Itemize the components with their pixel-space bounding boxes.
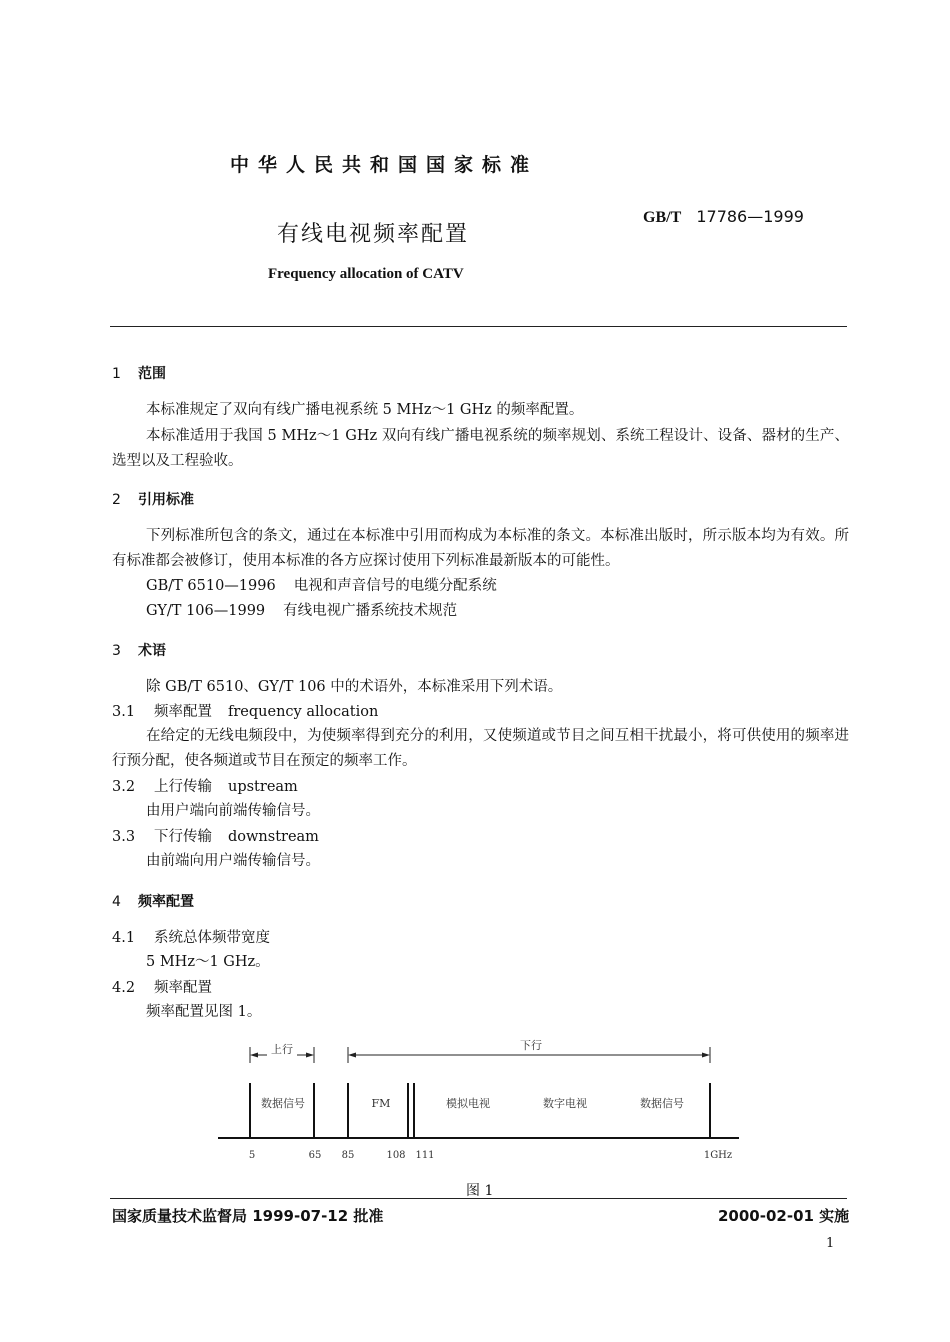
page-number: 1 [826, 1236, 835, 1251]
section-3-heading [112, 640, 166, 660]
downstream-arrow-right [702, 1053, 710, 1058]
figure-caption: 图 1 [466, 1183, 494, 1199]
section-1-para-2: 本标准适用于我国 5 MHz～1 GHz 双向有线广播电视系统的频率规划、系统工程设计、设备、器材的生产、选型以及工程验收。 [112, 428, 849, 469]
document-title-cn: 有线电视频率配置 [277, 222, 470, 247]
clause-4-1-title: 系统总体频带宽度 [154, 930, 270, 946]
tick-85: 85 [341, 1150, 355, 1161]
term-3-3 [112, 825, 319, 846]
standard-code-prefix: GB/T [643, 209, 682, 226]
upstream-arrow-left [250, 1053, 258, 1058]
footer-divider [110, 1198, 847, 1199]
upstream-label: 上行 [271, 1043, 293, 1056]
reference-1 [146, 574, 497, 599]
term-3-3-number: 3.3 [112, 829, 136, 845]
tick-1ghz: 1GHz [703, 1150, 733, 1161]
band-fm: FM [371, 1097, 391, 1110]
band-downstream-data: 数据信号 [640, 1097, 684, 1110]
term-3-2-cn: 上行传输 [154, 779, 212, 795]
reference-1-title: 电视和声音信号的电缆分配系统 [293, 578, 497, 594]
reference-2-code: GY/T 106—1999 [146, 603, 266, 619]
section-1-title: 范围 [138, 366, 166, 382]
clause-4-1-number: 4.1 [112, 930, 136, 946]
tick-108: 108 [386, 1150, 406, 1161]
downstream-label: 下行 [520, 1039, 542, 1052]
clause-4-1 [112, 926, 270, 947]
tick-65: 65 [308, 1150, 322, 1161]
clause-4-2-body: 频率配置见图 1。 [146, 1004, 262, 1020]
clause-4-1-body: 5 MHz～1 GHz。 [146, 954, 270, 970]
section-1-para-1: 本标准规定了双向有线广播电视系统 5 MHz～1 GHz 的频率配置。 [146, 402, 584, 418]
clause-4-2 [112, 976, 212, 997]
tick-111: 111 [415, 1150, 435, 1161]
reference-1-code: GB/T 6510—1996 [146, 578, 276, 594]
clause-4-2-title: 频率配置 [154, 980, 212, 996]
term-3-1-number: 3.1 [112, 704, 136, 720]
section-2-para-1: 下列标准所包含的条文，通过在本标准中引用而构成为本标准的条文。本标准出版时，所示版本均为有效。所有标准都会被修订，使用本标准的各方应探讨使用下列标准最新版本的可能性。 [112, 528, 849, 569]
upstream-arrow-right [306, 1053, 314, 1058]
reference-2-title: 有线电视广播系统技术规范 [283, 603, 458, 619]
term-3-2-definition: 由用户端向前端传输信号。 [146, 803, 320, 819]
tick-5: 5 [248, 1150, 256, 1161]
band-upstream-data: 数据信号 [261, 1097, 305, 1110]
header-divider [110, 326, 847, 327]
term-3-2 [112, 775, 298, 796]
section-3-number: 3 [112, 643, 121, 659]
standard-code [643, 207, 804, 227]
term-3-1-cn: 频率配置 [154, 704, 212, 720]
term-3-2-number: 3.2 [112, 779, 136, 795]
term-3-3-en: downstream [228, 829, 319, 845]
term-3-3-cn: 下行传输 [154, 829, 212, 845]
frequency-allocation-diagram [215, 1035, 745, 1165]
section-2-title: 引用标准 [138, 492, 194, 508]
standard-code-number: 17786—1999 [696, 207, 804, 226]
term-3-1-en: frequency allocation [228, 704, 379, 720]
section-3-title: 术语 [138, 643, 166, 659]
term-3-3-definition: 由前端向用户端传输信号。 [146, 853, 320, 869]
implementation-date: 2000-02-01 实施 [718, 1207, 850, 1225]
downstream-arrow-left [348, 1053, 356, 1058]
reference-2 [146, 599, 457, 624]
section-4-heading [112, 891, 194, 911]
approval-line: 国家质量技术监督局 1999-07-12 批准 [112, 1207, 384, 1225]
clause-4-2-number: 4.2 [112, 980, 136, 996]
section-1-heading [112, 363, 166, 383]
section-1-number: 1 [112, 366, 121, 382]
section-2-number: 2 [112, 492, 121, 508]
section-4-number: 4 [112, 894, 121, 910]
national-standard-heading: 中华人民共和国国家标准 [230, 154, 539, 176]
term-3-1 [112, 700, 378, 721]
band-analog-tv: 模拟电视 [446, 1097, 490, 1110]
section-4-title: 频率配置 [138, 894, 194, 910]
term-3-2-en: upstream [228, 779, 298, 795]
document-title-en: Frequency allocation of CATV [268, 266, 464, 282]
section-3-intro: 除 GB/T 6510、GY/T 106 中的术语外，本标准采用下列术语。 [146, 679, 563, 695]
band-digital-tv: 数字电视 [543, 1097, 587, 1110]
section-2-heading [112, 489, 194, 509]
term-3-1-definition: 在给定的无线电频段中，为使频率得到充分的利用，又使频道或节目之间互相干扰最小，将可供使用的频率进行预分配，使各频道或节目在预定的频率工作。 [112, 728, 849, 769]
